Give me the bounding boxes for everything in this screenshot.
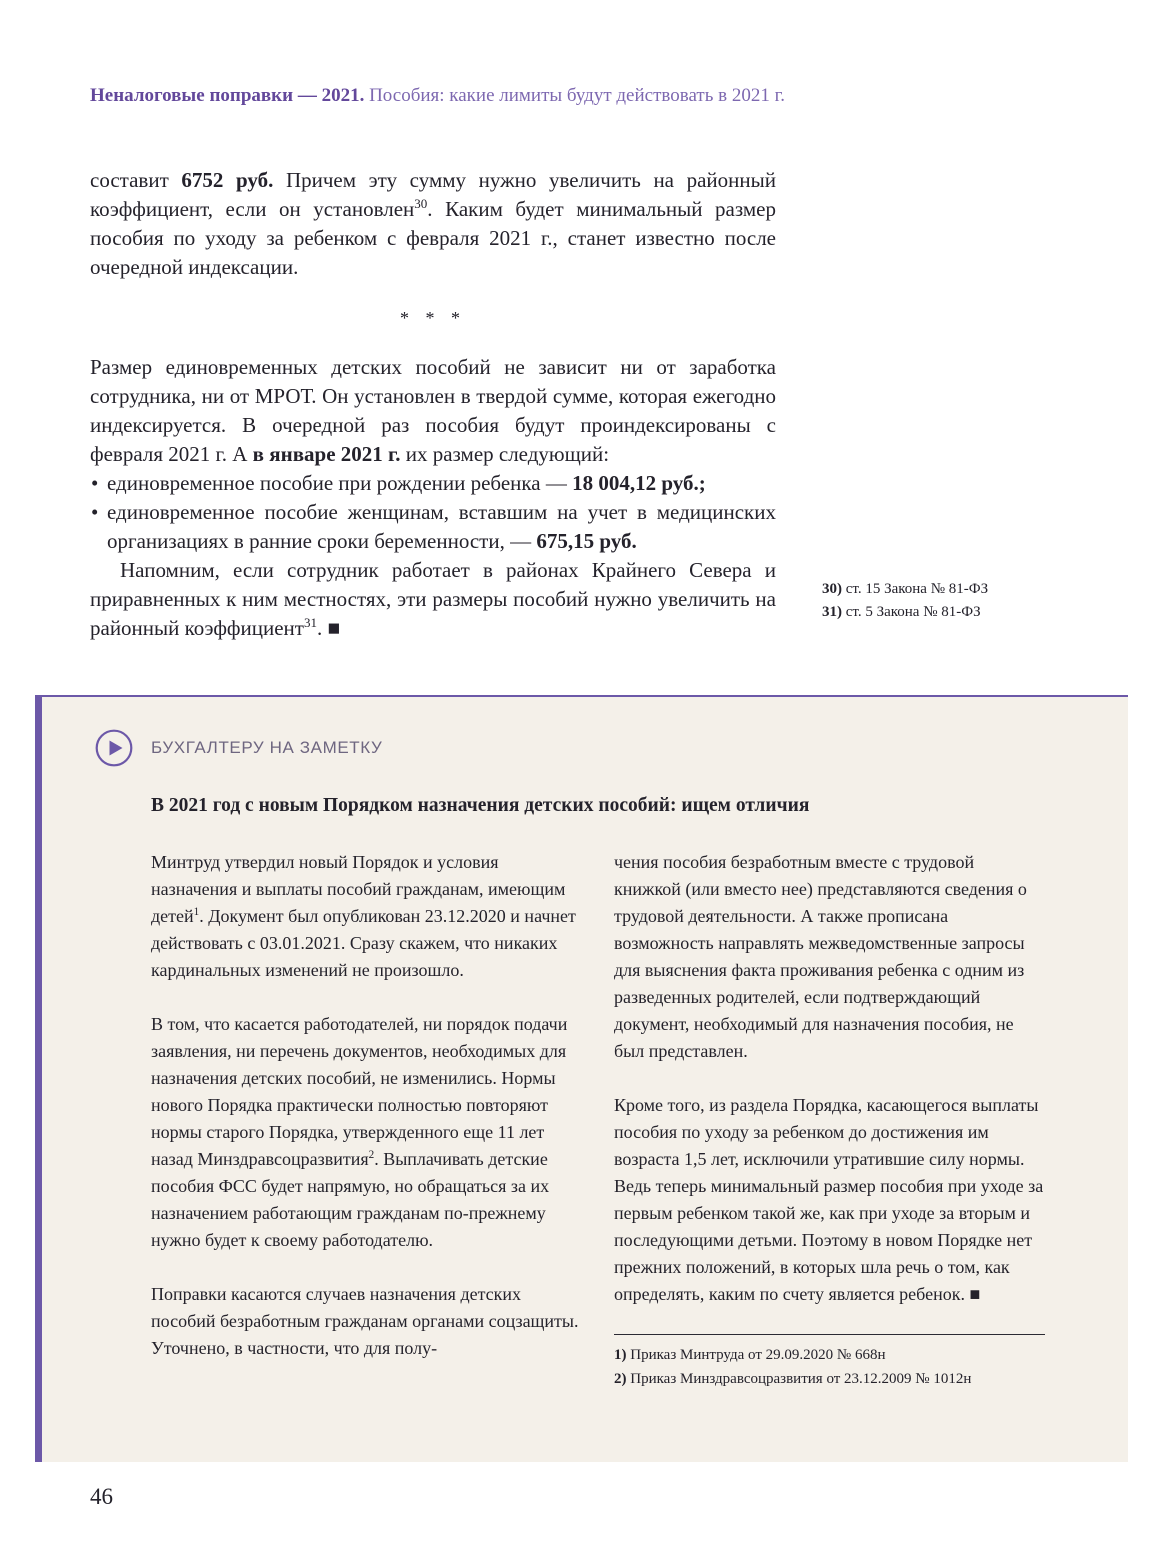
text-run: Минтруд утвердил новый Порядок и условия назначения и выплаты пособий гражданам, имеющим детей: [151, 852, 566, 926]
list-item-early-registration-benefit: [90, 498, 776, 556]
asterisk-separator: * * *: [400, 308, 466, 328]
footnote-text: Приказ Минздравсоцразвития от 23.12.2009 № 1012н: [626, 1371, 972, 1387]
footnote-text: ст. 15 Закона № 81-ФЗ: [842, 581, 989, 597]
margin-footnote-31: [822, 601, 1072, 624]
note-footnote-1: [614, 1344, 1045, 1366]
paragraph-benefit-amount: [90, 166, 776, 282]
note-column-right: [614, 849, 1045, 1390]
footnote-ref-2: 2: [368, 1149, 375, 1161]
footnote-number: 30): [822, 581, 842, 597]
footnote-text: Приказ Минтруда от 29.09.2020 № 668н: [626, 1347, 886, 1363]
benefits-list: [90, 469, 776, 556]
amount-bold: 6752 руб.: [181, 168, 274, 192]
paragraph-north-coefficient: [90, 556, 776, 643]
date-bold: в январе 2021 г.: [252, 442, 401, 466]
note-box-header: [95, 729, 1076, 767]
text-run: . Выплачивать детские пособия ФСС будет напрямую, но обращаться за их назначением работающим гражданам по-прежнему нужно будет к своему работодателю.: [151, 1149, 550, 1250]
text-run: составит: [90, 168, 182, 192]
text-run: В том, что касается работодателей, ни порядок подачи заявления, ни перечень документов, необходимых для назначения детских пособий, не изменились. Нормы нового Порядка практически полностью повторяют нормы старого Порядка, утвержденного еще 11 лет назад Минздравсоцразвития: [151, 1014, 568, 1169]
header-article-title: Пособия: какие лимиты будут действовать в 2021 г.: [369, 85, 785, 106]
text-run: единовременное пособие при рождении ребенка —: [107, 471, 573, 495]
note-paragraph: Кроме того, из раздела Порядка, касающегося выплаты пособия по уходу за ребенком до достижения им возраста 1,5 лет, исключили утратившие силу нормы. Ведь теперь минимальный размер пособия при уходе за первым ребенком такой же, как при уходе за вторым и последующими детьми. Поэтому в новом Порядке нет прежних положений, в которых шла речь о том, как определять, каким по счету является ребенок. ■: [614, 1095, 1044, 1304]
text-run: Размер единовременных детских пособий не зависит ни от заработка сотрудника, ни от МРОТ. Он установлен в твердой сумме, которая ежегодно индексируется. В очередной раз пособия будут проиндексированы с февраля 2021 г. А: [90, 355, 776, 466]
footnote-number: 31): [822, 604, 842, 620]
list-item-birth-benefit: [90, 469, 776, 498]
text-run: единовременное пособие женщинам, вставшим на учет в медицинских организациях в ранние сроки беременности, —: [107, 500, 776, 553]
text-run: . Каким будет минимальный размер пособия по уходу за ребенком с февраля 2021 г., станет известно после очередной индексации.: [90, 197, 776, 279]
note-paragraph: чения пособия безработным вместе с трудовой книжкой (или вместо нее) представляются сведения о трудовой деятельности. А также прописана возможность направлять межведомственные запросы для выяснения факта проживания ребенка с одним из разведенных родителей, если подтверждающий документ, необходимый для назначения пособия, не был представлен.: [614, 852, 1027, 1061]
article-column: [90, 166, 776, 643]
text-run: их размер следующий:: [400, 442, 610, 466]
footnote-text: ст. 5 Закона № 81-ФЗ: [842, 604, 981, 620]
article-body: [90, 166, 1090, 643]
note-paragraph: [151, 849, 582, 984]
text-run: Причем эту сумму нужно увеличить на районный коэффициент, если он установлен: [90, 168, 776, 221]
text-run: . ■: [316, 616, 341, 640]
play-icon: [95, 729, 133, 767]
margin-footnote-30: [822, 578, 1072, 601]
accountant-note-box: [35, 695, 1128, 1462]
note-paragraph: Поправки касаются случаев назначения детских пособий безработным гражданам органами соцзащиты. Уточнено, в частности, что для полу-: [151, 1284, 579, 1358]
note-footnotes: [614, 1334, 1045, 1390]
footnote-number: 2): [614, 1371, 627, 1387]
note-box-content: [151, 793, 1076, 1390]
text-run: Напомним, если сотрудник работает в районах Крайнего Севера и приравненных к ним местностях, эти размеры пособий нужно увеличить на районный коэффициент: [90, 558, 776, 640]
note-column-left: [151, 849, 582, 1390]
running-header: [90, 84, 1103, 108]
note-footnote-2: [614, 1368, 1045, 1390]
footnote-divider: [614, 1334, 1045, 1335]
page-number: 46: [90, 1484, 113, 1509]
footnote-ref-30: 30: [414, 196, 428, 211]
note-paragraph: [151, 1011, 582, 1254]
header-section-title: Неналоговые поправки — 2021.: [90, 85, 365, 106]
text-run: . Документ был опубликован 23.12.2020 и начнет действовать с 03.01.2021. Сразу скажем, что никаких кардинальных изменений не произошло.: [151, 906, 576, 980]
note-box-label: БУХГАЛТЕРУ НА ЗАМЕТКУ: [151, 738, 383, 757]
footnote-ref-31: 31: [303, 615, 317, 630]
footnote-number: 1): [614, 1347, 627, 1363]
note-columns: [151, 849, 1076, 1390]
footnote-ref-1: 1: [193, 906, 200, 918]
margin-footnotes: [822, 578, 1072, 624]
amount-bold: 18 004,12 руб.;: [572, 471, 706, 495]
amount-bold: 675,15 руб.: [536, 529, 637, 553]
note-box-title: В 2021 год с новым Порядком назначения детских пособий: ищем отличия: [151, 795, 810, 816]
paragraph-lump-sum: [90, 353, 776, 469]
